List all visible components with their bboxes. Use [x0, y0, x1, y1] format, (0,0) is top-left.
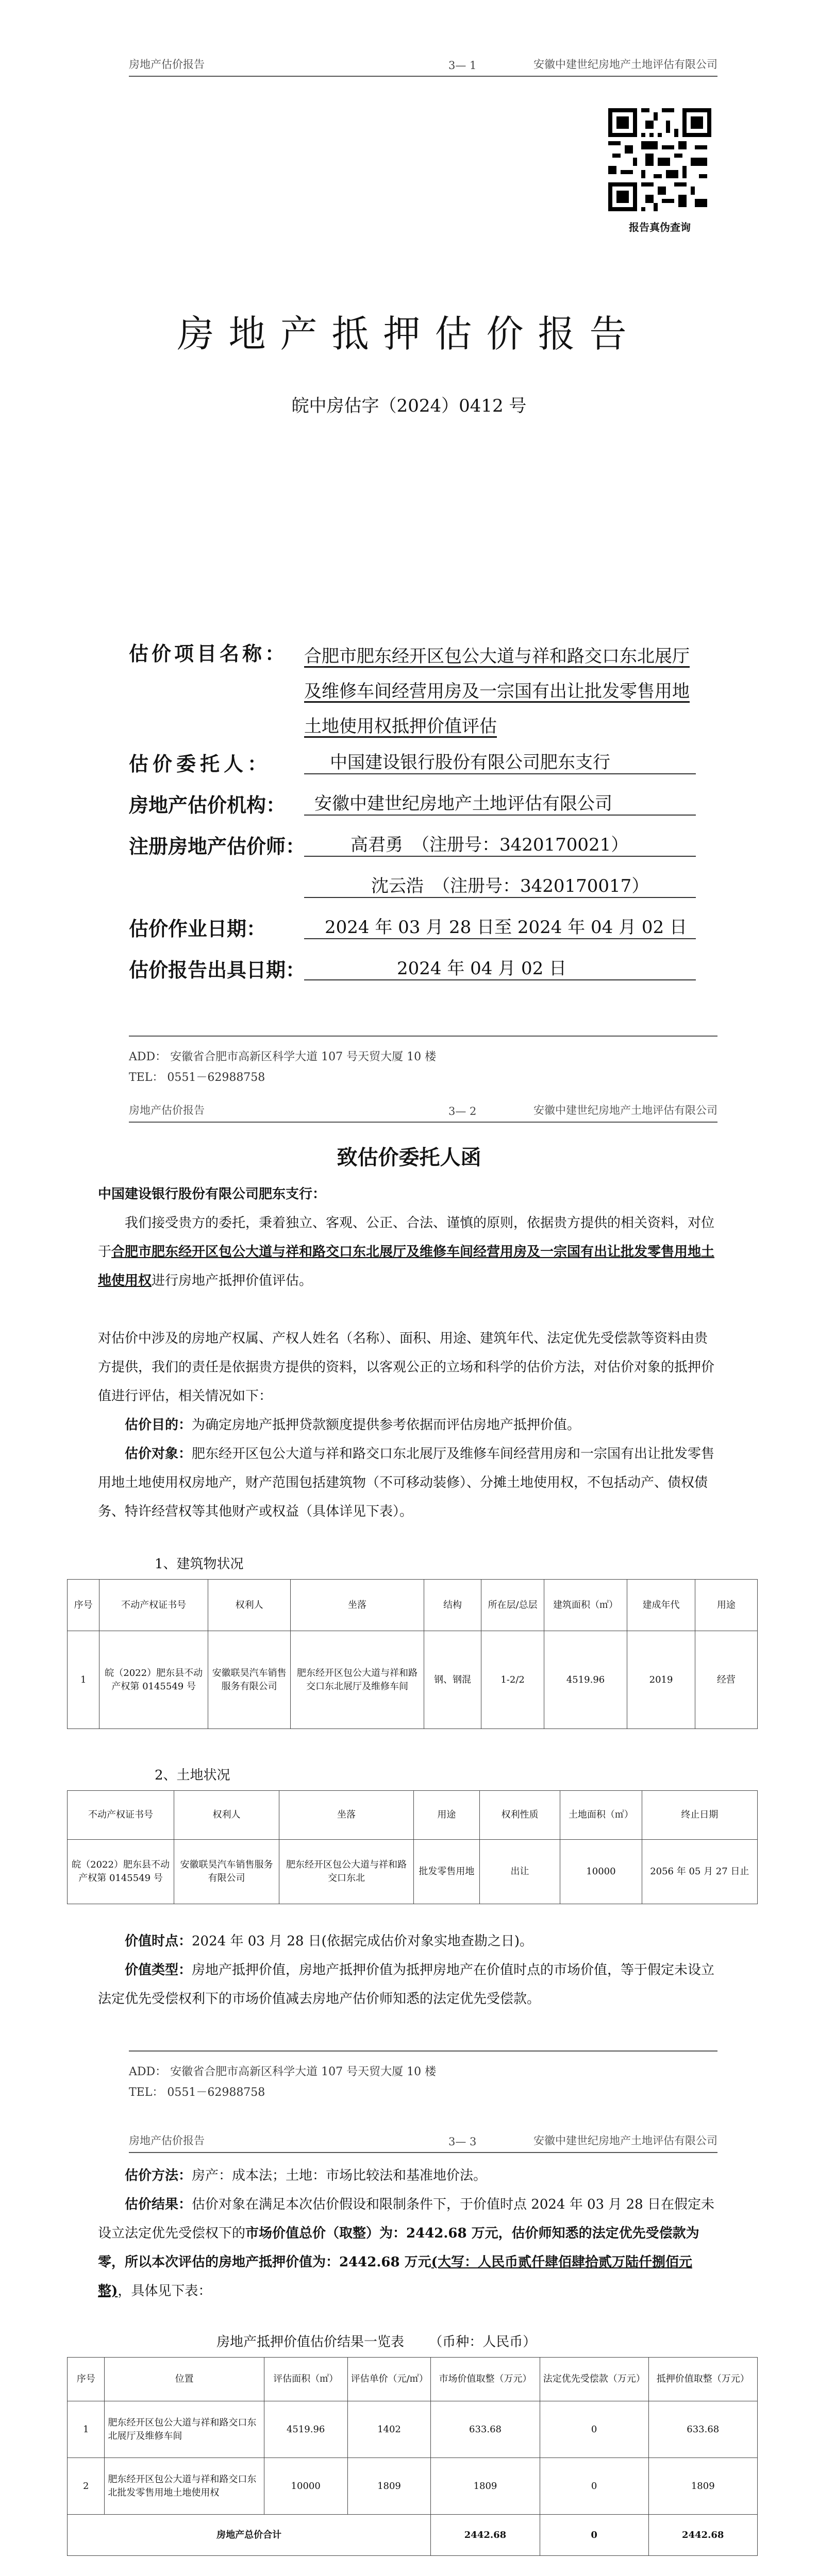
table-header-cell: 评估单价（元/㎡） — [347, 2358, 431, 2401]
header-report-name: 房地产估价报告 — [129, 58, 205, 71]
table-cell: 肥东经开区包公大道与祥和路交口东北展厅及维修车间 — [291, 1631, 424, 1729]
header-report-name: 房地产估价报告 — [129, 2134, 205, 2147]
table-header-cell: 建筑面积（㎡） — [544, 1580, 627, 1631]
cover-label-agency: 房地产估价机构： — [129, 793, 286, 817]
land-table-title: 2、土地状况 — [155, 1768, 230, 1783]
result-text-d: ，具体见下表： — [118, 2283, 212, 2299]
table-cell: 1 — [68, 1631, 99, 1729]
table-cell: 1809 — [347, 2458, 431, 2515]
header-page-number: 3— 3 — [448, 2136, 477, 2148]
table-header-cell: 序号 — [68, 1580, 99, 1631]
table-cell: 2442.68 — [648, 2515, 757, 2556]
value-date-label: 价值时点： — [125, 1934, 192, 1949]
table-cell: 肥东经开区包公大道与祥和路交口东北 — [279, 1840, 414, 1904]
cover-label-issue-date: 估价报告出具日期： — [129, 958, 306, 981]
tips-label — [98, 2573, 165, 2576]
result-page — [0, 2123, 818, 2576]
table-total-row — [68, 2515, 758, 2556]
para1-text-c: 进行房地产抵押价值评估。 — [152, 1273, 313, 1289]
table-cell: 出让 — [479, 1840, 560, 1904]
result-text-a: 估价对象在满足本次估价假设和限制条件下，于价值时点 2024 年 03 月 28 日在假定未设立法定优先受偿权下的 — [98, 2197, 714, 2241]
table-header-cell: 市场价值取整（万元） — [431, 2358, 540, 2401]
table-header-row — [68, 1791, 758, 1840]
table-cell: 633.68 — [648, 2401, 757, 2458]
table-header-cell: 抵押价值取整（万元） — [648, 2358, 757, 2401]
value-type-label: 价值类型： — [125, 1962, 192, 1978]
cover-value-issue-date: 2024 年 04 月 02 日 — [304, 954, 696, 980]
page-footer — [129, 1036, 717, 1088]
cover-label-work-date: 估价作业日期： — [129, 917, 266, 940]
table-cell: 1809 — [648, 2458, 757, 2515]
table-cell: 房地产总价合计 — [68, 2515, 431, 2556]
value-date-text: 2024 年 03 月 28 日(依据完成估价对象实地查勘之日)。 — [192, 1934, 533, 1949]
cover-value-appraiser-2: 沈云浩 （注册号：3420170017） — [304, 872, 696, 898]
header-page-number: 3— 2 — [448, 1105, 477, 1117]
cover-value-client: 中国建设银行股份有限公司肥东支行 — [304, 748, 696, 774]
footer-tel: TEL： 0551－62988758 — [129, 2086, 265, 2099]
method-paragraph — [98, 2161, 716, 2190]
object-label: 估价对象： — [125, 1446, 192, 1462]
object-text: 肥东经开区包公大道与祥和路交口东北展厅及维修车间经营用房和一宗国有出让批发零售用地土地使用权房地产，财产范围包括建筑物（不可移动装修）、分摊土地使用权，不包括动产、债权债务、特许经营权等其他财产或权益（具体详见下表）。 — [98, 1446, 715, 1519]
purpose-paragraph — [98, 1411, 716, 1439]
table-cell: 1-2/2 — [481, 1631, 544, 1729]
table-cell: 批发零售用地 — [413, 1840, 479, 1904]
table-row — [68, 1631, 758, 1729]
table-cell: 经营 — [695, 1631, 757, 1729]
table-header-cell: 用途 — [695, 1580, 757, 1631]
table-header-cell: 不动产权证书号 — [99, 1580, 208, 1631]
table-cell: 肥东经开区包公大道与祥和路交口东北展厅及维修车间 — [105, 2401, 264, 2458]
building-table — [67, 1579, 758, 1729]
report-number: 皖中房估字（2024）0412 号 — [291, 396, 527, 416]
table-cell: 安徽联昊汽车销售服务有限公司 — [174, 1840, 279, 1904]
table-cell: 4519.96 — [544, 1631, 627, 1729]
table-header-cell: 权利人 — [208, 1580, 290, 1631]
summary-unit-text: （币种：人民币） — [429, 2334, 537, 2350]
table-cell: 安徽联昊汽车销售服务有限公司 — [208, 1631, 290, 1729]
cover-value-appraiser-1: 高君勇 （注册号：3420170021） — [304, 831, 696, 857]
header-company: 安徽中建世纪房地产土地评估有限公司 — [533, 2134, 717, 2147]
summary-table-title — [216, 2331, 536, 2350]
table-cell: 皖（2022）肥东县不动产权第 0145549 号 — [99, 1631, 208, 1729]
cover-label-appraiser: 注册房地产估价师： — [129, 835, 306, 858]
table-cell: 10000 — [560, 1840, 642, 1904]
footer-tel: TEL： 0551－62988758 — [129, 1071, 265, 1084]
result-text-b: 市场价值总价（取整）为：2442.68 万元，估价师知悉的法定优先受偿款为零，所以本次评估的房地产抵押价值为：2442.68 万元 — [98, 2226, 699, 2270]
letter-title: 致估价委托人函 — [337, 1145, 481, 1170]
land-table — [67, 1790, 758, 1904]
letter-para-1 — [98, 1209, 716, 1295]
value-date-paragraph — [98, 1927, 716, 1956]
table-header-row — [68, 1580, 758, 1631]
cover-value-project: 合肥市肥东经开区包公大道与祥和路交口东北展厅及维修车间经营用房及一宗国有出让批发零售用地土地使用权抵押价值评估 — [304, 646, 690, 737]
table-header-cell: 位置 — [105, 2358, 264, 2401]
table-header-cell: 建成年代 — [627, 1580, 695, 1631]
table-header-row — [68, 2358, 758, 2401]
table-header-cell: 所在层/总层 — [481, 1580, 544, 1631]
para1-text-a: 我们接受贵方的委托，秉着独立、客观、公正、合法、谨慎的原则，依据贵方提供的相关资料，对位于 — [98, 1215, 715, 1260]
cover-label-project: 估价项目名称： — [129, 642, 288, 665]
table-header-cell: 权利性质 — [479, 1791, 560, 1840]
letter-page — [0, 1092, 818, 2123]
table-cell: 1 — [68, 2401, 105, 2458]
table-cell: 1809 — [431, 2458, 540, 2515]
purpose-label: 估价目的： — [125, 1417, 192, 1433]
report-title: 房地产抵押估价报告 — [177, 312, 641, 355]
footer-address: ADD： 安徽省合肥市高新区科学大道 107 号天贸大厦 10 楼 — [129, 1050, 437, 1063]
purpose-text: 为确定房地产抵押贷款额度提供参考依据而评估房地产抵押价值。 — [192, 1417, 581, 1433]
cover-value-agency: 安徽中建世纪房地产土地评估有限公司 — [304, 789, 696, 816]
table-header-cell: 坐落 — [291, 1580, 424, 1631]
method-text: 房产：成本法；土地：市场比较法和基准地价法。 — [192, 2168, 487, 2183]
summary-title-text: 房地产抵押价值估价结果一览表 — [216, 2334, 405, 2350]
table-cell: 2 — [68, 2458, 105, 2515]
value-type-text: 房地产抵押价值，房地产抵押价值为抵押房地产在价值时点的市场价值，等于假定未设立法定优先受偿权利下的市场价值减去房地产估价师知悉的法定优先受偿款。 — [98, 1962, 715, 2007]
table-cell: 633.68 — [431, 2401, 540, 2458]
qr-caption: 报告真伪查询 — [629, 221, 691, 233]
table-cell: 0 — [540, 2401, 648, 2458]
cover-value-work-date: 2024 年 03 月 28 日至 2024 年 04 月 02 日 — [304, 913, 696, 939]
qr-code-icon — [608, 108, 711, 211]
header-page-number: 3— 1 — [448, 59, 477, 72]
page-footer — [129, 2050, 717, 2103]
page-header — [129, 54, 717, 77]
building-table-title: 1、建筑物状况 — [155, 1556, 244, 1572]
table-header-cell: 坐落 — [279, 1791, 414, 1840]
table-cell: 2056 年 05 月 27 日止 — [642, 1840, 757, 1904]
table-header-cell: 终止日期 — [642, 1791, 757, 1840]
table-header-cell: 评估面积（㎡） — [264, 2358, 347, 2401]
para1-subject: 合肥市肥东经开区包公大道与祥和路交口东北展厅及维修车间经营用房及一宗国有出让批发零售用地土地使用权 — [98, 1244, 715, 1289]
method-label: 估价方法： — [125, 2168, 192, 2183]
addressee-text: 中国建设银行股份有限公司肥东支行： — [98, 1187, 326, 1202]
table-header-cell: 序号 — [68, 2358, 105, 2401]
cover-page — [0, 0, 818, 1092]
table-cell: 2442.68 — [431, 2515, 540, 2556]
table-cell: 皖（2022）肥东县不动产权第 0145549 号 — [68, 1840, 174, 1904]
letter-addressee — [98, 1180, 716, 1209]
table-row — [68, 2458, 758, 2515]
table-cell: 0 — [540, 2515, 648, 2556]
qr-code[interactable] — [608, 108, 711, 211]
page-header — [129, 1100, 717, 1123]
header-report-name: 房地产估价报告 — [129, 1104, 205, 1116]
table-header-cell: 结构 — [424, 1580, 481, 1631]
table-cell: 肥东经开区包公大道与祥和路交口东北批发零售用地土地使用权 — [105, 2458, 264, 2515]
page-header — [129, 2130, 717, 2153]
table-cell: 钢、钢混 — [424, 1631, 481, 1729]
cover-label-client: 估价委托人： — [129, 752, 272, 775]
footer-address: ADD： 安徽省合肥市高新区科学大道 107 号天贸大厦 10 楼 — [129, 2065, 437, 2078]
summary-table — [67, 2357, 758, 2556]
table-header-cell: 不动产权证书号 — [68, 1791, 174, 1840]
letter-para-2: 对估价中涉及的房地产权属、产权人姓名（名称）、面积、用途、建筑年代、法定优先受偿款等资料由贵方提供，我们的责任是依据贵方提供的资料，以客观公正的立场和科学的估价方法，对估价对象的抵押价值进行评估，相关情况如下： — [98, 1331, 715, 1404]
table-header-cell: 土地面积（㎡） — [560, 1791, 642, 1840]
table-header-cell: 权利人 — [174, 1791, 279, 1840]
table-header-cell: 用途 — [413, 1791, 479, 1840]
result-label: 估价结果： — [125, 2197, 192, 2212]
header-company: 安徽中建世纪房地产土地评估有限公司 — [533, 1104, 717, 1116]
table-cell: 2019 — [627, 1631, 695, 1729]
object-paragraph — [98, 1439, 716, 1526]
header-company: 安徽中建世纪房地产土地评估有限公司 — [533, 58, 717, 71]
table-row — [68, 2401, 758, 2458]
table-cell: 10000 — [264, 2458, 347, 2515]
table-cell: 0 — [540, 2458, 648, 2515]
table-cell: 1402 — [347, 2401, 431, 2458]
table-row — [68, 1840, 758, 1904]
value-type-paragraph — [98, 1956, 716, 2013]
result-paragraph — [98, 2190, 716, 2306]
table-header-cell: 法定优先受偿款（万元） — [540, 2358, 648, 2401]
result-text-c: (大写：人民币贰仟肆佰肆拾贰万陆仟捌佰元整) — [98, 2255, 692, 2299]
table-cell: 4519.96 — [264, 2401, 347, 2458]
